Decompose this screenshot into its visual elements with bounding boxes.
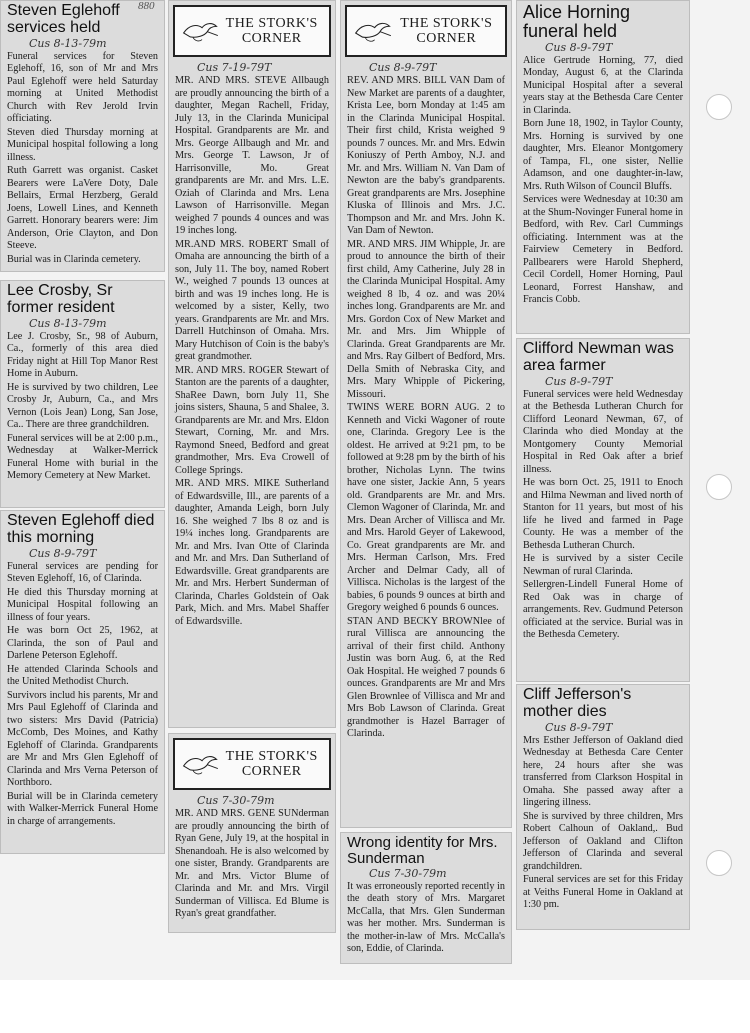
paragraph: It was erroneously reported recently in the death story of Mrs. Margaret McCalla, that Mrs. Glen Sunderman was her mother. Mrs. Sunderman is the mother-in-law of Mrs. McCalla's son, Eddie, of Clarinda. <box>347 880 505 954</box>
paragraph: Funeral services will be at 2:00 p.m., Wednesday at Walker-Merrick Funeral Home with burial in the Memory Cemetery at New Market. <box>7 432 158 482</box>
paragraph: He attended Clarinda Schools and the United Methodist Church. <box>7 663 158 688</box>
paragraph: Services were Wednesday at 10:30 am at the Shum-Novinger Funeral home in Bedford, with Rev. Carl Cummings officiating. Internment was at the Fairview Cemetery in Bedford. Pallbearers were Harold Shepherd, Cecil Cordell, Homer Horning, Paul Leonard, Forrest Hanshaw, and Francis Cobb. <box>523 194 683 306</box>
handwritten-date: Cus 8-9-79T <box>545 720 613 734</box>
paragraph: Steven died Thursday morning at Municipal hospital following a long illness. <box>7 126 158 163</box>
binder-hole <box>706 850 732 876</box>
paragraph: Burial was in Clarinda cemetery. <box>7 253 141 265</box>
binder-hole <box>706 94 732 120</box>
headline: Clifford Newman was area farmer <box>523 340 674 374</box>
paragraph: MR. AND MRS. GENE SUNderman are proudly announcing the birth of Ryan Gene, July 19, at the hospital in Shenandoah. He is also welcomed by one sister, Brandy. Grandparents are Mr. and Mrs. Victor Blume of Clarinda and Mr. and Mrs. Virgil Sunderman of Villisca. Ed Blume is Ryan's great grandfather. <box>175 808 329 919</box>
headline: Alice Horning funeral held <box>523 2 631 41</box>
paragraph: Alice Gertrude Horning, 77, died Monday, August 6, at the Clarinda Municipal Hospital after a several years stay at the Bethesda Care Center in Clarinda. <box>523 54 683 116</box>
clipping-storks-corner-3 <box>168 733 336 933</box>
clipping-eglehoff-services <box>0 0 165 272</box>
storks-corner-logo <box>345 5 507 57</box>
stork-icon <box>353 12 394 50</box>
storks-corner-title: THE STORK'S CORNER <box>225 749 318 779</box>
paragraph: He was born Oct. 25, 1911 to Enoch and Hilma Newman and lived north of Stanton for 11 years, but most of his life he lived and farmed in Page County. He was a member of the Bethesda Lutheran Church. <box>523 477 683 551</box>
handwritten-date: Cus 8-9-79T <box>545 374 613 388</box>
paragraph: He is survived by two children, Lee Crosby Jr, Auburn, Ca., and Mrs Vernon (Lois Jean) Long, San Jose, Ca.. There are three grandchildren. <box>7 381 158 431</box>
paragraph: Funeral services are set for this Friday at Veiths Funeral Home in Oakland at 1:30 pm. <box>523 874 683 911</box>
headline: Steven Eglehoff died this morning <box>7 512 155 546</box>
handwritten-date: Cus 8-9-79T <box>369 61 437 74</box>
paragraph: She is survived by three children, Mrs Robert Calhoun of Oakland,. Bud Jefferson of Oakland and Clifton Jefferson of Clarinda and several grandchildren. <box>523 810 683 872</box>
clipping-storks-corner-1 <box>168 0 336 728</box>
paragraph: He died this Thursday morning at Municipal Hospital following an illness of four years. <box>7 586 158 623</box>
paragraph: Burial will be in Clarinda cemetery with Walker-Merrick Funeral Home in charge of arrangements. <box>7 790 158 827</box>
clip-number: 880 <box>138 0 155 12</box>
handwritten-date: Cus 7-30-79m <box>197 794 275 807</box>
handwritten-date: Cus 8-9-79T <box>29 546 97 560</box>
handwritten-date: Cus 7-30-79m <box>369 866 447 880</box>
stork-icon <box>181 745 220 783</box>
paragraph: Mrs Esther Jefferson of Oakland died Wednesday at Bethesda Care Center here, 24 hours after she was transferred from Clarkson Hospital in Omaha. She passed away after a lingering illness. <box>523 734 683 809</box>
clipping-cliff-jefferson <box>516 684 690 930</box>
paragraph: TWINS WERE BORN AUG. 2 to Kenneth and Vicki Wagoner of route one, Clarinda. Gregory Lee is the oldest. He arrived at 9:21 pm, to be followed at 9:28 pm by the birth of his brother, Nicholas Lynn. The twins have one sister, Jackie Ann, 5 years old. Grandparents are Mr. and Mrs. Clemon Wagoner of Clarinda, Mr. and Mrs. Dean Archer of Villisca and Mr. and Mrs. Harold Geyer of Lakewood, Co. Great grandparents are Mr. and Mrs. Herman Carlson, Mrs. Fred Archer and Delmar Cady, all of Villisca. Nicholas is the largest of the babies, 6 pounds 9 ounces at birth and Gregory weighed 6 pounds 6 ounces. <box>347 402 505 613</box>
paragraph: Ruth Garrett was organist. Casket Bearers were LaVere Doty, Dale Bellairs, Ermal Herzberg, Gerald Joens, Lowell Lines, and Kenneth Garrett. Honorary bearers were: Jim Anderson, Orie Clayton, and Don Steeve. <box>7 165 158 252</box>
paragraph: He is survived by a sister Cecile Newman of rural Clarinda. <box>523 553 683 577</box>
paragraph: MR. AND MRS. MIKE Sutherland of Edwardsville, Ill., are parents of a daughter, Amanda Leigh, born July 16. She weighed 7 lbs 8 oz and is 19¼ inches long. Grandparents are Mr. and Mrs. Ivan Otte of Clarinda and Mr. and Mrs. Dan Sutherland of Edwardsville. Great grandparents are Mr. and Mrs. Herbert Sunderman of Clarinda, Charles Goldstein of Oak Park, Mich. and Mrs. Mabel Shaffer of Edwardsville. <box>175 478 329 627</box>
paragraph: STAN AND BECKY BROWNlee of rural Villisca are announcing the arrival of their first child. Anthony Justin was born Aug. 6, at the Red Oak Hospital. He weighed 7 pounds 6 ounces. Grandparents are Mr and Mrs Glen Brownlee of Villisca and Mr and Mrs Bob Lawson of Clarinda. Great grandmother is Hazel Barrager of Clarinda. <box>347 615 505 739</box>
storks-corner-logo <box>173 738 331 790</box>
paragraph: Sellergren-Lindell Funeral Home of Red Oak was in charge of arrangements. Rev. Gudmund Peterson officiated at the service. Burial was in the Bethesda Cemetery. <box>523 579 683 641</box>
storks-corner-logo <box>173 5 331 57</box>
storks-corner-title: THE STORK'S CORNER <box>400 16 493 46</box>
paragraph: MR. AND MRS. JIM Whipple, Jr. are proud to announce the birth of their first child, Amy Catherine, July 28 in the Clarinda Municipal Hospital. Amy weighed 8 lb, 4 oz. and was 20¼ inches long. Grandparents are Mr. and Mrs. Gordon Cox of New Market and Mr. and Mrs. Jim Whipple of Clarinda. Great Grandparents are Mr. and Mrs. Ray Gilbert of Bedford, Mrs. Della Smith of Nebraska City, and Mrs. Mary Whipple of Pickering, Missouri. <box>347 238 505 400</box>
paragraph: He was born Oct 25, 1962, at Clarinda, the son of Paul and Darlene Peterson Eglehoff. <box>7 625 158 662</box>
headline: Lee Crosby, Sr former resident <box>7 282 115 316</box>
handwritten-date: Cus 8-13-79m <box>29 316 107 330</box>
clipping-wrong-identity <box>340 832 512 964</box>
stork-icon <box>181 12 220 50</box>
paragraph: MR. AND MRS. ROGER Stewart of Stanton are the parents of a daughter, ShaRee Dawn, born July 11, She joins sisters, Shauna, 5 and Shalee, 3. Grandparents are Mr. and Mrs. Eldon Stewart, Corning, Mr. and Mrs. Raymond Sneed, Bedford and great grandmother, Mrs. Eva Crowell of College Springs. <box>175 364 329 476</box>
clipping-clifford-newman <box>516 338 690 682</box>
paragraph: Funeral services were held Wednesday at the Bethesda Lutheran Church for Clifford Leonard Newman, 67, of Clarinda who died Monday at the Montgomery County Memorial Hospital in Red Oak after a brief illness. <box>523 388 683 475</box>
paragraph: Funeral services for Steven Eglehoff, 16, son of Mr and Mrs Paul Eglehoff were held Saturday morning at United Methodist Church with Rev Jerold Irvin officiating. <box>7 50 158 125</box>
clipping-storks-corner-2 <box>340 0 512 828</box>
headline: Steven Eglehoff services held <box>7 2 120 36</box>
paragraph: Funeral services are pending for Steven Eglehoff, 16, of Clarinda. <box>7 560 158 585</box>
clipping-eglehoff-died <box>0 510 165 854</box>
handwritten-date: Cus 8-9-79T <box>545 40 613 54</box>
paragraph: Lee J. Crosby, Sr., 98 of Auburn, Ca., formerly of this area died Friday night at Hill Top Manor Rest Home in Auburn. <box>7 330 158 380</box>
paragraph: Survivors includ his parents, Mr and Mrs Paul Eglehoff of Clarinda and two sisters: Mrs David (Patricia) McComb, Des Moines, and Kathy Eglehoff of Clarinda. Grandparents are Mr and Mrs Glen Eglehoff of Clarinda and Mrs Verna Peterson of Northboro. <box>7 689 158 789</box>
headline: Cliff Jefferson's mother dies <box>523 686 632 720</box>
binder-hole <box>706 474 732 500</box>
paragraph: Born June 18, 1902, in Taylor County, Mrs. Horning is survived by one daughter, Mrs. Eleanor Montgomery of Tampa, Fl., one sister, Nellie Adamson, and one daughter-in-law, Mrs. Ruth Wilson of Council Bluffs. <box>523 118 683 192</box>
storks-corner-title: THE STORK'S CORNER <box>225 16 318 46</box>
paragraph: MR.AND MRS. ROBERT Small of Omaha are announcing the birth of a son, July 11. The boy, named Robert W., weighed 7 pounds 13 ounces at birth and was 19 inches long. He is welcomed by a sister, Kelly, two years. Grandparents are Mr. and Mrs. Darrell Hutchinson of Omaha. Mrs. Mary Hutchison of Coin is the baby's great grandmother. <box>175 238 329 362</box>
clipping-alice-horning <box>516 0 690 334</box>
clipping-lee-crosby <box>0 280 165 508</box>
paragraph: REV. AND MRS. BILL VAN Dam of New Market are parents of a daughter, Krista Lee, born Monday at 1:45 am in the Clarinda Municipal Hospital. Their first child, Krista weighed 9 pounds 7 ounces. Mr. and Mrs. Edwin Koniuszy of Perth Amboy, N.J. and Mr. and Mrs. William N. Van Dam of Newton are the baby's grandparents. Great grandparents are Mrs. Josephine Kluska of Illinois and Mrs. J.C. Thompson and Mr. and Mrs. John K. Van Dam of Newton. <box>347 75 505 236</box>
headline: Wrong identity for Mrs. Sunderman <box>347 834 498 867</box>
paragraph: MR. AND MRS. STEVE Allbaugh are proudly announcing the birth of a daughter, Megan Rachell, Friday, July 13, in the Clarinda Municipal Hospital. Grandparents are Mr. and Mrs. George Allbaugh and Mr. and Mrs. George T. Lawson, Jr of Harrisonville, Mo. Great grandparents are Mr. and Mrs. L.E. Oziah of Clarinda and Mrs. Lena Lawson of Harrisonville. Megan weighed 7 pounds 4 ounces and was 19 inches long. <box>175 75 329 236</box>
handwritten-date: Cus 8-13-79m <box>29 36 107 50</box>
handwritten-date: Cus 7-19-79T <box>197 61 272 74</box>
